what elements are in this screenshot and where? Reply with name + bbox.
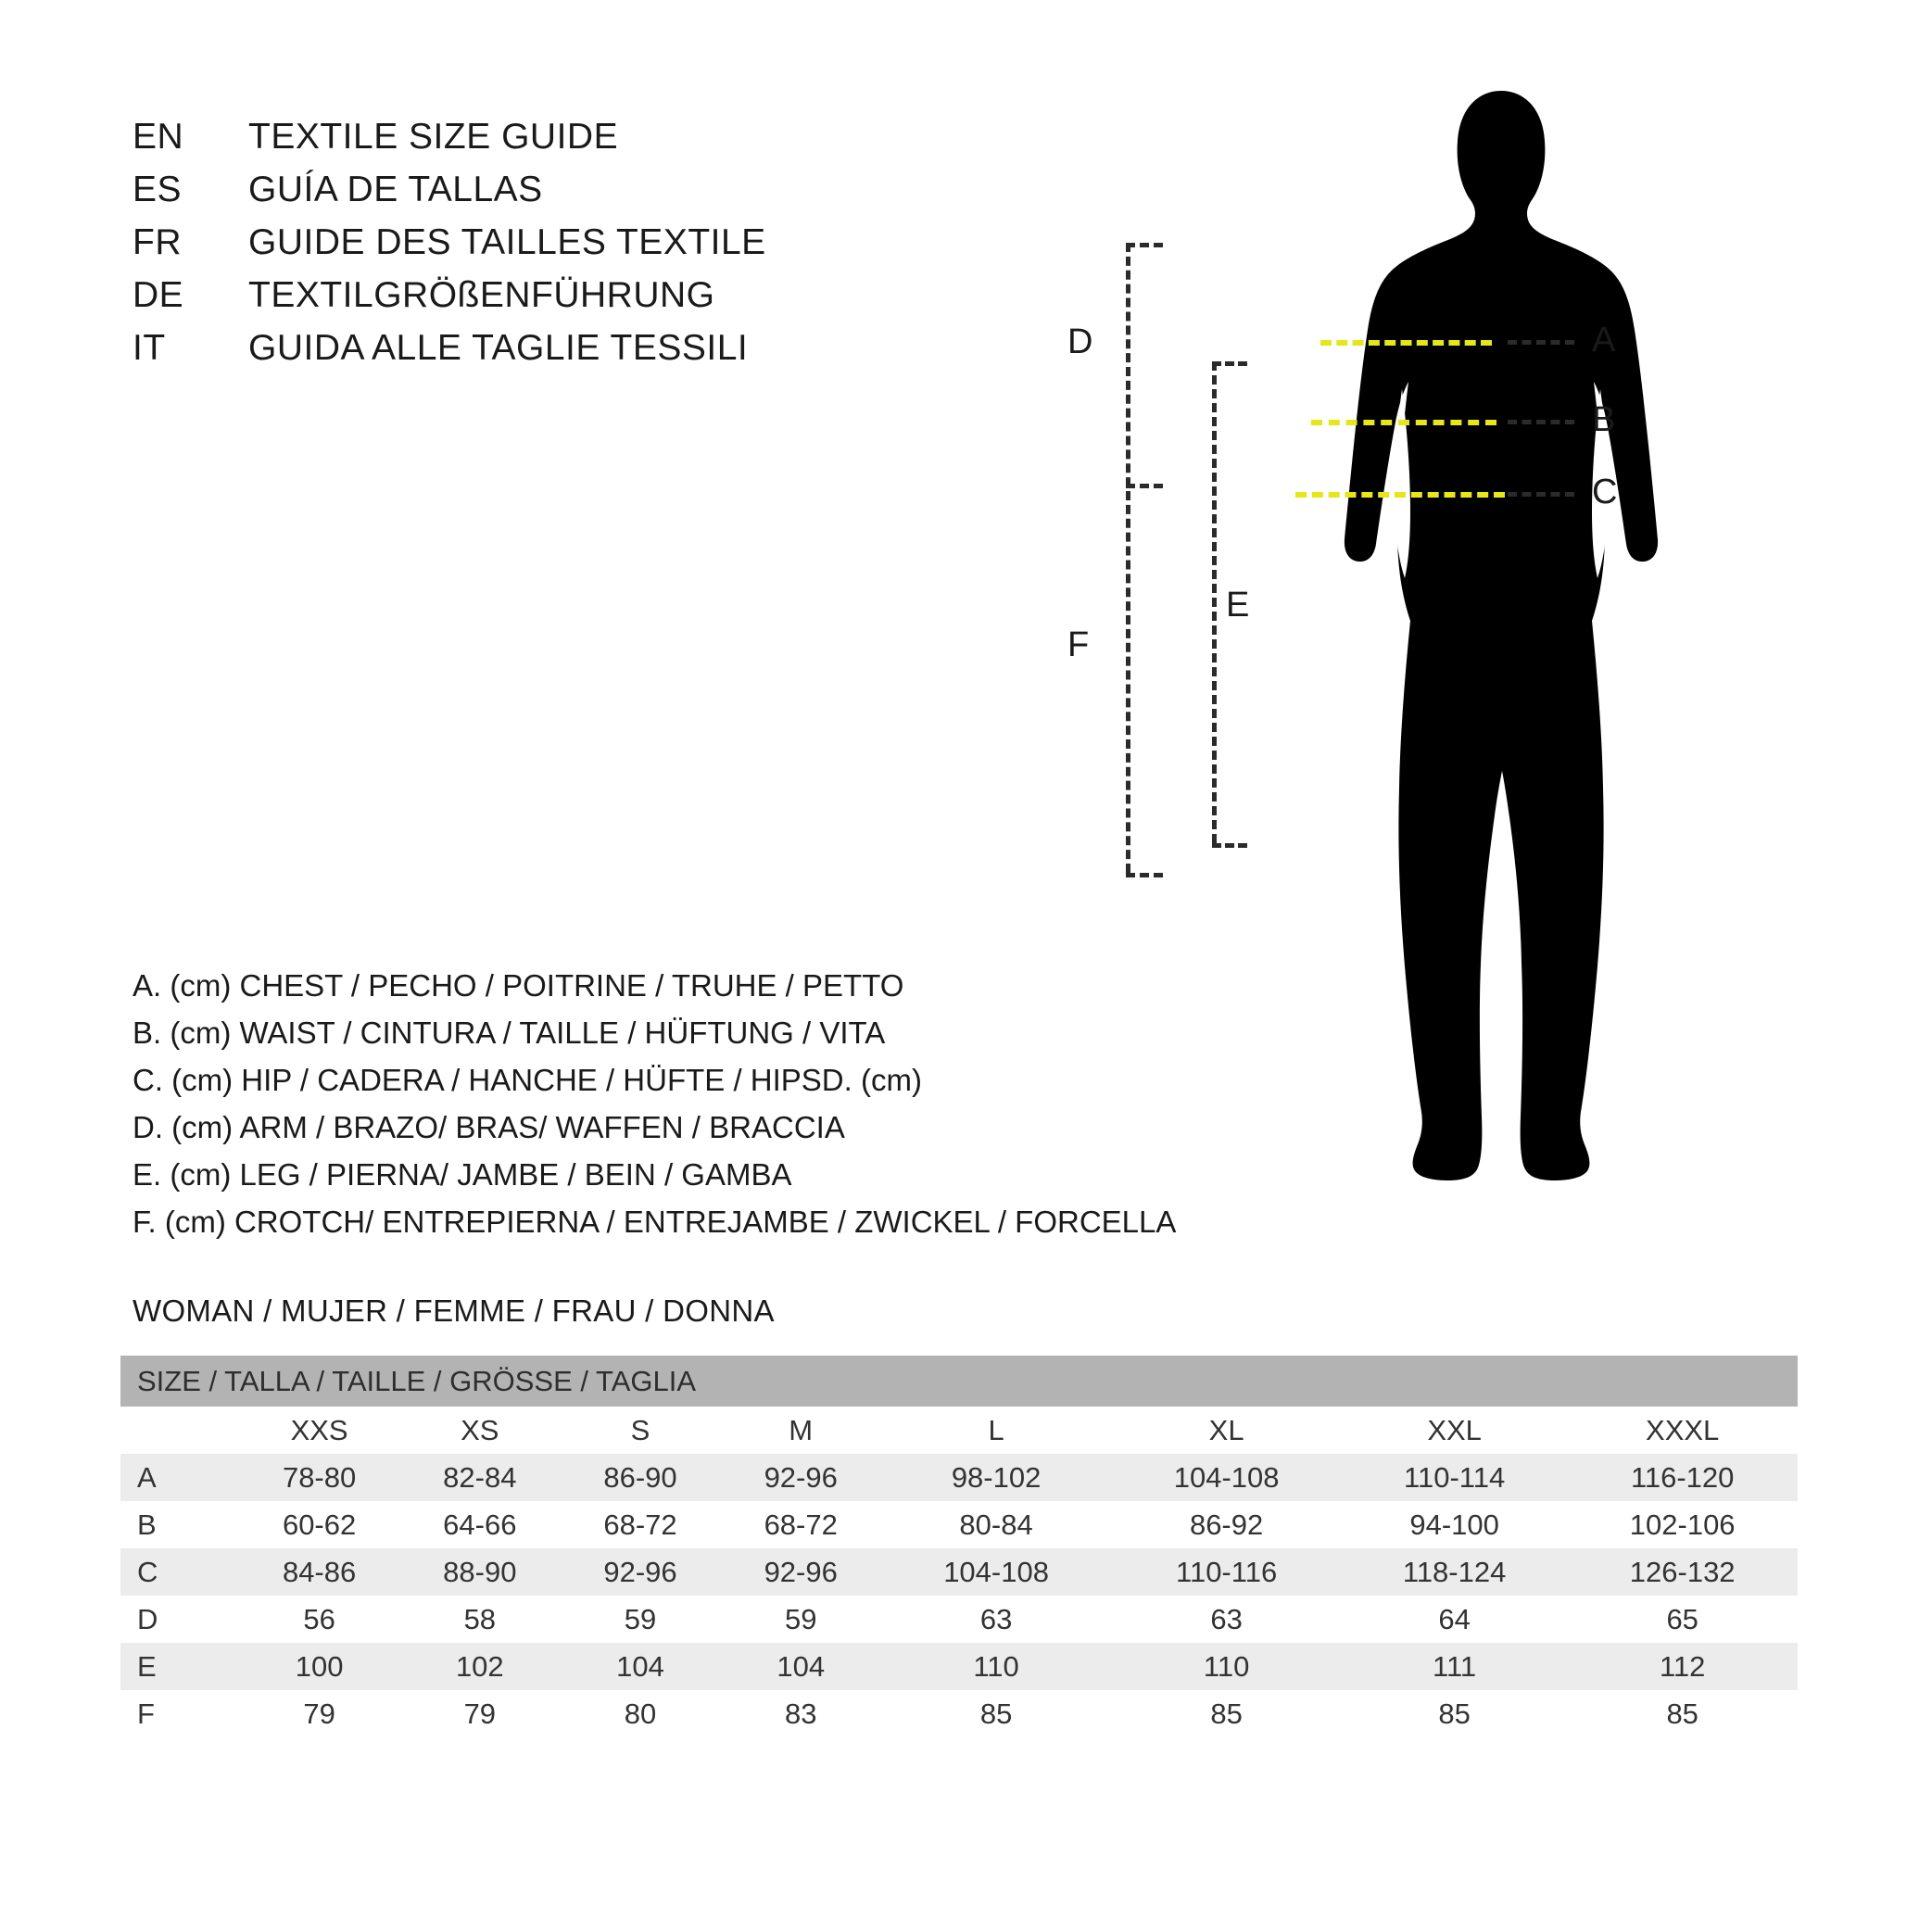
hip-leader-line <box>1508 492 1574 497</box>
cell-b-xl: 86-92 <box>1111 1501 1342 1548</box>
cell-f-m: 83 <box>721 1690 881 1737</box>
cell-c-xl: 110-116 <box>1111 1548 1342 1596</box>
cell-f-xs: 79 <box>399 1690 560 1737</box>
language-code: DE <box>133 275 184 315</box>
cell-a-l: 98-102 <box>881 1454 1112 1501</box>
cell-a-xxl: 110-114 <box>1342 1454 1567 1501</box>
cell-e-xxs: 100 <box>239 1643 399 1690</box>
table-header-band <box>120 1356 1798 1407</box>
row-label-b: B <box>120 1501 239 1548</box>
table-row <box>120 1643 1798 1690</box>
cell-c-s: 92-96 <box>560 1548 720 1596</box>
label-e: E <box>1226 586 1250 625</box>
column-header-xxl: XXL <box>1342 1407 1567 1454</box>
table-header-band-label: SIZE / TALLA / TAILLE / GRÖSSE / TAGLIA <box>120 1356 1798 1407</box>
cell-e-xxl: 111 <box>1342 1643 1567 1690</box>
language-row <box>133 328 874 381</box>
column-header-xl: XL <box>1111 1407 1342 1454</box>
cell-f-xxl: 85 <box>1342 1690 1567 1737</box>
legend-item-f: F. (cm) CROTCH/ ENTREPIERNA / ENTREJAMBE / ZWICKEL / FORCELLA <box>133 1205 1177 1239</box>
label-b: B <box>1592 400 1616 439</box>
waist-leader-line <box>1508 420 1574 424</box>
row-label-d: D <box>120 1596 239 1643</box>
cell-a-s: 86-90 <box>560 1454 720 1501</box>
hip-measure-line <box>1295 492 1505 498</box>
arm-bracket-bottom-tick <box>1126 484 1163 488</box>
table-row <box>120 1690 1798 1737</box>
cell-e-xl: 110 <box>1111 1643 1342 1690</box>
language-code: FR <box>133 222 182 262</box>
chest-leader-line <box>1508 340 1574 345</box>
table-row <box>120 1454 1798 1501</box>
legend-item-b: B. (cm) WAIST / CINTURA / TAILLE / HÜFTUNG / VITA <box>133 1016 886 1050</box>
column-header-l: L <box>881 1407 1112 1454</box>
cell-d-xxxl: 65 <box>1567 1596 1798 1643</box>
waist-measure-line <box>1311 420 1496 425</box>
column-header-s: S <box>560 1407 720 1454</box>
cell-a-xs: 82-84 <box>399 1454 560 1501</box>
cell-d-s: 59 <box>560 1596 720 1643</box>
row-label-f: F <box>120 1690 239 1737</box>
leg-bracket-line <box>1212 361 1217 843</box>
cell-c-xxs: 84-86 <box>239 1548 399 1596</box>
cell-e-xxxl: 112 <box>1567 1643 1798 1690</box>
table-row <box>120 1596 1798 1643</box>
language-title: GUIDA ALLE TAGLIE TESSILI <box>248 328 749 368</box>
table-row <box>120 1501 1798 1548</box>
legend-item-e: E. (cm) LEG / PIERNA/ JAMBE / BEIN / GAMBA <box>133 1157 792 1192</box>
cell-d-m: 59 <box>721 1596 881 1643</box>
cell-c-xxl: 118-124 <box>1342 1548 1567 1596</box>
column-header-m: M <box>721 1407 881 1454</box>
cell-e-xs: 102 <box>399 1643 560 1690</box>
language-code: IT <box>133 328 166 368</box>
cell-d-xl: 63 <box>1111 1596 1342 1643</box>
cell-f-xxxl: 85 <box>1567 1690 1798 1737</box>
language-title-block <box>133 117 874 381</box>
column-header-xxs: XXS <box>239 1407 399 1454</box>
table-row <box>120 1548 1798 1596</box>
language-title: GUIDE DES TAILLES TEXTILE <box>248 222 766 262</box>
cell-d-xs: 58 <box>399 1596 560 1643</box>
section-caption-woman: WOMAN / MUJER / FEMME / FRAU / DONNA <box>133 1294 775 1328</box>
language-row <box>133 222 874 275</box>
language-title: TEXTILGRÖßENFÜHRUNG <box>248 275 715 315</box>
language-title: TEXTILE SIZE GUIDE <box>248 117 619 157</box>
cell-c-xs: 88-90 <box>399 1548 560 1596</box>
cell-f-l: 85 <box>881 1690 1112 1737</box>
cell-b-xxs: 60-62 <box>239 1501 399 1548</box>
cell-b-m: 68-72 <box>721 1501 881 1548</box>
cell-a-xl: 104-108 <box>1111 1454 1342 1501</box>
cell-f-s: 80 <box>560 1690 720 1737</box>
language-code: EN <box>133 117 184 157</box>
leg-bracket-top-tick <box>1212 361 1247 366</box>
crotch-bracket-bottom-tick <box>1126 873 1163 877</box>
cell-b-xxl: 94-100 <box>1342 1501 1567 1548</box>
cell-c-xxxl: 126-132 <box>1567 1548 1798 1596</box>
label-a: A <box>1592 321 1616 360</box>
language-row <box>133 170 874 222</box>
cell-e-m: 104 <box>721 1643 881 1690</box>
language-title: GUÍA DE TALLAS <box>248 170 543 209</box>
cell-c-m: 92-96 <box>721 1548 881 1596</box>
cell-a-xxs: 78-80 <box>239 1454 399 1501</box>
label-d: D <box>1067 322 1093 361</box>
cell-d-xxl: 64 <box>1342 1596 1567 1643</box>
arm-bracket-top-tick <box>1126 243 1163 247</box>
legend-item-c: C. (cm) HIP / CADERA / HANCHE / HÜFTE / HIPSD. (cm) <box>133 1063 922 1097</box>
cell-c-l: 104-108 <box>881 1548 1112 1596</box>
column-header-xxxl: XXXL <box>1567 1407 1798 1454</box>
row-label-c: C <box>120 1548 239 1596</box>
label-c: C <box>1592 473 1618 511</box>
size-table <box>120 1356 1798 1737</box>
cell-b-l: 80-84 <box>881 1501 1112 1548</box>
cell-d-xxs: 56 <box>239 1596 399 1643</box>
cell-a-xxxl: 116-120 <box>1567 1454 1798 1501</box>
leg-bracket-bottom-tick <box>1212 843 1247 848</box>
cell-f-xxs: 79 <box>239 1690 399 1737</box>
chest-measure-line <box>1320 340 1492 346</box>
cell-b-xxxl: 102-106 <box>1567 1501 1798 1548</box>
language-row <box>133 117 874 170</box>
label-f: F <box>1067 625 1090 664</box>
crotch-bracket-line <box>1126 243 1130 873</box>
cell-a-m: 92-96 <box>721 1454 881 1501</box>
cell-f-xl: 85 <box>1111 1690 1342 1737</box>
row-label-a: A <box>120 1454 239 1501</box>
legend-item-a: A. (cm) CHEST / PECHO / POITRINE / TRUHE / PETTO <box>133 968 904 1003</box>
table-column-header-row <box>120 1407 1798 1454</box>
measurement-legend <box>133 962 1244 1245</box>
language-row <box>133 275 874 328</box>
legend-item-d: D. (cm) ARM / BRAZO/ BRAS/ WAFFEN / BRACCIA <box>133 1110 845 1144</box>
cell-e-l: 110 <box>881 1643 1112 1690</box>
row-label-header <box>120 1407 239 1454</box>
cell-e-s: 104 <box>560 1643 720 1690</box>
column-header-xs: XS <box>399 1407 560 1454</box>
row-label-e: E <box>120 1643 239 1690</box>
language-code: ES <box>133 170 183 209</box>
woman-silhouette-icon <box>1307 83 1696 1209</box>
cell-b-s: 68-72 <box>560 1501 720 1548</box>
cell-b-xs: 64-66 <box>399 1501 560 1548</box>
cell-d-l: 63 <box>881 1596 1112 1643</box>
